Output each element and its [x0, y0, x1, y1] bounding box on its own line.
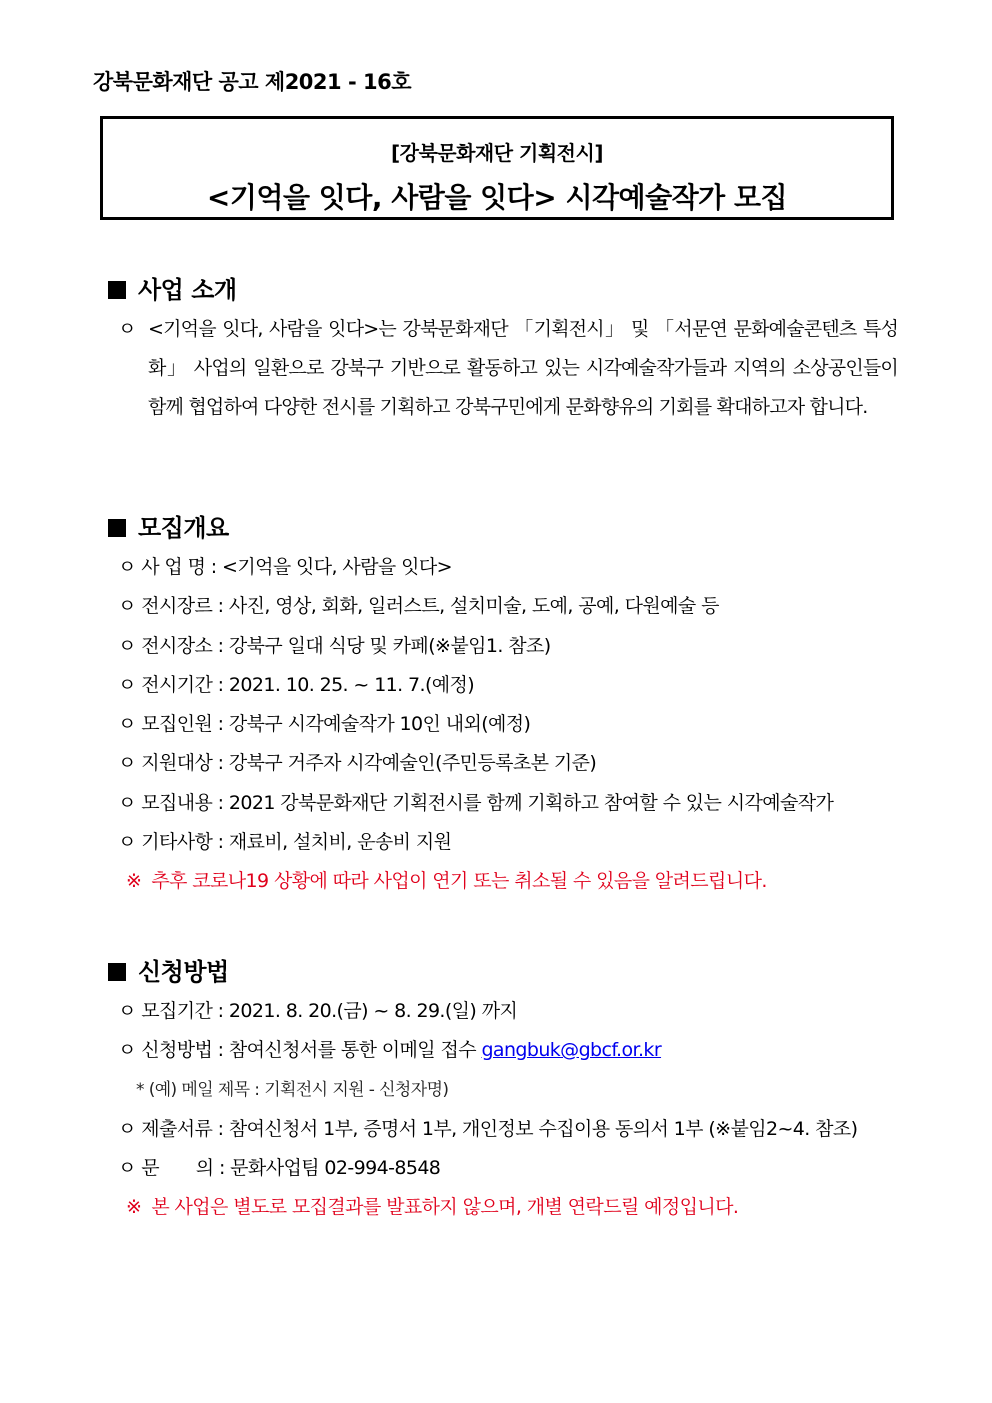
square-bullet-icon — [108, 519, 126, 537]
square-bullet-icon — [108, 963, 126, 981]
section-heading-text: 모집개요 — [138, 514, 229, 542]
section-heading-apply — [108, 952, 229, 987]
period-item: ㅇ 모집기간 : 2021. 8. 20.(금) ~ 8. 29.(일) 까지 — [118, 1000, 518, 1022]
list-item: ㅇ 모집인원 : 강북구 시각예술작가 10인 내외(예정) — [118, 713, 531, 736]
method-text: ㅇ 신청방법 : 참여신청서를 통한 이메일 접수 — [118, 1039, 477, 1062]
circle-bullet-icon: ㅇ — [118, 318, 136, 340]
title-box — [100, 116, 894, 220]
intro-paragraph — [118, 310, 898, 427]
intro-text: <기억을 잇다, 사람을 잇다>는 강북문화재단 「기획전시」 및 「서문연 문화예술콘텐츠 특성화」 사업의 일환으로 강북구 기반으로 활동하고 있는 시각예술작가들과 지역의 소상공인들이 함께 협업하여 다양한 전시를 기획하고 강북구민에게 문화향유의 기회를 확대하고자 합니다. — [148, 318, 898, 418]
email-link[interactable]: gangbuk@gbcf.or.kr — [481, 1039, 662, 1062]
section-heading-overview — [108, 508, 229, 543]
list-item: ㅇ 전시장소 : 강북구 일대 식당 및 카페(※붙임1. 참조) — [118, 634, 551, 657]
section-heading-intro — [108, 270, 237, 305]
contact-item: ㅇ 문 의 : 문화사업팀 02-994-8548 — [118, 1157, 441, 1180]
section-heading-text: 사업 소개 — [138, 276, 237, 304]
section-heading-text: 신청방법 — [138, 958, 229, 986]
title-sub: [강북문화재단 기획전시] — [391, 141, 603, 165]
email-example: * (예) 메일 제목 : 기획전시 지원 - 신청자명) — [136, 1079, 449, 1100]
notice-number: 강북문화재단 공고 제2021 - 16호 — [93, 70, 411, 94]
covid-notice — [118, 866, 918, 905]
list-item: ㅇ 사 업 명 : <기억을 잇다, 사람을 잇다> — [118, 556, 452, 578]
list-item: ㅇ 모집내용 : 2021 강북문화재단 기획전시를 함께 기획하고 참여할 수 있는 시각예술작가 — [118, 791, 834, 814]
overview-list — [118, 552, 918, 906]
square-bullet-icon — [108, 281, 126, 299]
reference-mark-icon: ※ — [126, 870, 142, 893]
notice-text: 본 사업은 별도로 모집결과를 발표하지 않으며, 개별 연락드릴 예정입니다. — [151, 1196, 739, 1219]
method-item — [118, 1035, 918, 1074]
notice-text: 추후 코로나19 상황에 따라 사업이 연기 또는 취소될 수 있음을 알려드립니다. — [151, 870, 767, 893]
list-item: ㅇ 기타사항 : 재료비, 설치비, 운송비 지원 — [118, 831, 452, 854]
documents-item: ㅇ 제출서류 : 참여신청서 1부, 증명서 1부, 개인정보 수집이용 동의서 1부 (※붙임2~4. 참조) — [118, 1117, 858, 1140]
list-item: ㅇ 전시기간 : 2021. 10. 25. ~ 11. 7.(예정) — [118, 673, 475, 696]
list-item: ㅇ 전시장르 : 사진, 영상, 회화, 일러스트, 설치미술, 도예, 공예, 다원예술 등 — [118, 595, 719, 618]
apply-list — [118, 996, 918, 1232]
page-title: <기억을 잇다, 사람을 잇다> 시각예술작가 모집 — [206, 181, 788, 214]
reference-mark-icon: ※ — [126, 1196, 142, 1219]
result-notice — [118, 1192, 918, 1231]
list-item: ㅇ 지원대상 : 강북구 거주자 시각예술인(주민등록초본 기준) — [118, 752, 597, 775]
